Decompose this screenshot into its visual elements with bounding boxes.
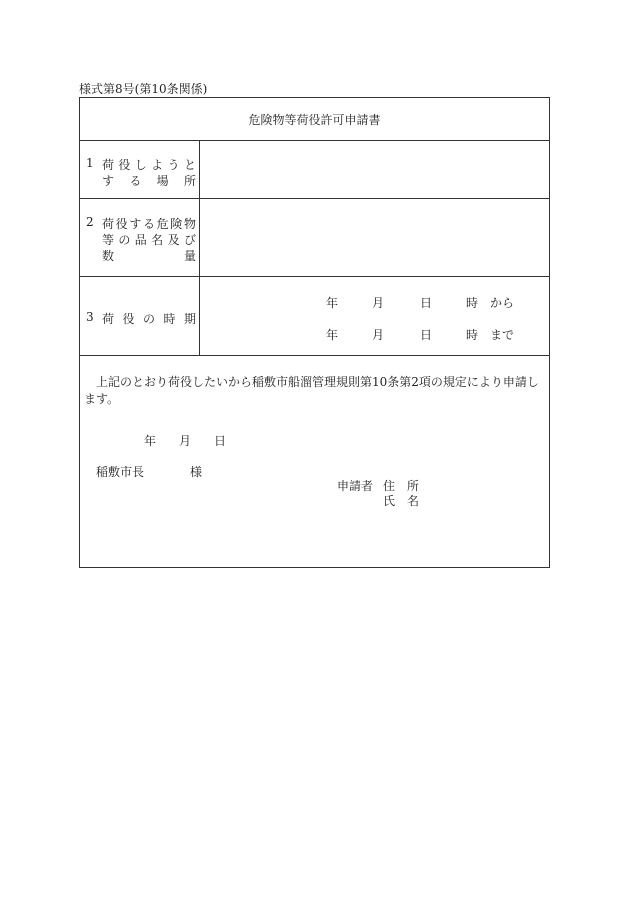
label-char: 役 xyxy=(122,312,135,326)
row-number: 2 xyxy=(86,215,94,229)
period-from-suffix: から xyxy=(490,296,515,310)
form-title: 危険物等荷役許可申請書 xyxy=(248,113,381,127)
period-to-day: 日 xyxy=(420,328,433,342)
label-char: 品 xyxy=(134,233,147,247)
form-label: 様式第8号(第10条関係) xyxy=(79,82,208,96)
row-number: 3 xyxy=(86,310,94,324)
label-char: 場 xyxy=(156,174,169,188)
value-loading-period[interactable] xyxy=(200,277,549,355)
label-char: 数 xyxy=(102,249,115,263)
label-line xyxy=(102,231,196,248)
title-row xyxy=(80,98,549,141)
label-hazardous-goods xyxy=(80,199,200,276)
row-hazardous-goods xyxy=(80,199,549,277)
date-day: 日 xyxy=(214,434,227,448)
addressee-honorific: 様 xyxy=(190,465,203,479)
label-line xyxy=(102,215,196,232)
label-char: び xyxy=(183,233,196,247)
row-loading-place xyxy=(80,141,549,199)
applicant-name-label: 氏 名 xyxy=(383,494,420,508)
label-char: 物 xyxy=(183,217,196,231)
period-from-month: 月 xyxy=(372,296,385,310)
label-char: 役 xyxy=(118,158,131,172)
label-char: 量 xyxy=(183,249,196,263)
period-to-suffix: まで xyxy=(490,328,515,342)
label-char: う xyxy=(167,158,180,172)
row-loading-period xyxy=(80,277,549,356)
label-char: 及 xyxy=(167,233,180,247)
label-line xyxy=(102,247,196,264)
row-number: 1 xyxy=(86,156,94,170)
period-to-month: 月 xyxy=(372,328,385,342)
label-line xyxy=(102,172,196,189)
label-char: の xyxy=(142,312,155,326)
application-form xyxy=(79,97,550,568)
period-to-hour: 時 xyxy=(466,328,479,342)
label-char: る xyxy=(142,217,155,231)
label-loading-period xyxy=(80,277,200,355)
addressee-name: 稲敷市長 xyxy=(96,465,145,479)
label-char: 険 xyxy=(170,217,183,231)
label-char: す xyxy=(102,174,115,188)
label-loading-place xyxy=(80,141,200,198)
date-year: 年 xyxy=(144,434,157,448)
period-from-year: 年 xyxy=(326,296,339,310)
label-char: 荷 xyxy=(102,312,115,326)
label-char: 危 xyxy=(156,217,169,231)
label-char: 荷 xyxy=(102,217,115,231)
label-char: よ xyxy=(151,158,164,172)
label-char: 時 xyxy=(163,312,176,326)
label-char: の xyxy=(118,233,131,247)
value-hazardous-goods[interactable] xyxy=(200,199,549,276)
period-to-year: 年 xyxy=(326,328,339,342)
statement-text: 上記のとおり荷役したいから稲敷市船溜管理規則第10条第2項の規定により申請します。 xyxy=(84,375,539,406)
label-char: と xyxy=(183,158,196,172)
value-loading-place[interactable] xyxy=(200,141,549,198)
label-char: 所 xyxy=(183,174,196,188)
label-char: 名 xyxy=(151,233,164,247)
label-char: る xyxy=(129,174,142,188)
label-char: 役 xyxy=(115,217,128,231)
label-char: す xyxy=(129,217,142,231)
applicant-address-label: 住 所 xyxy=(383,479,420,493)
date-month: 月 xyxy=(179,434,192,448)
label-line xyxy=(102,156,196,173)
period-from-hour: 時 xyxy=(466,296,479,310)
label-char: し xyxy=(134,158,147,172)
label-char: 等 xyxy=(102,233,115,247)
label-char: 期 xyxy=(183,312,196,326)
applicant-label: 申請者 xyxy=(337,479,374,493)
label-char: 荷 xyxy=(102,158,115,172)
statement-section xyxy=(80,356,549,567)
period-from-day: 日 xyxy=(420,296,433,310)
label-line xyxy=(102,310,196,327)
